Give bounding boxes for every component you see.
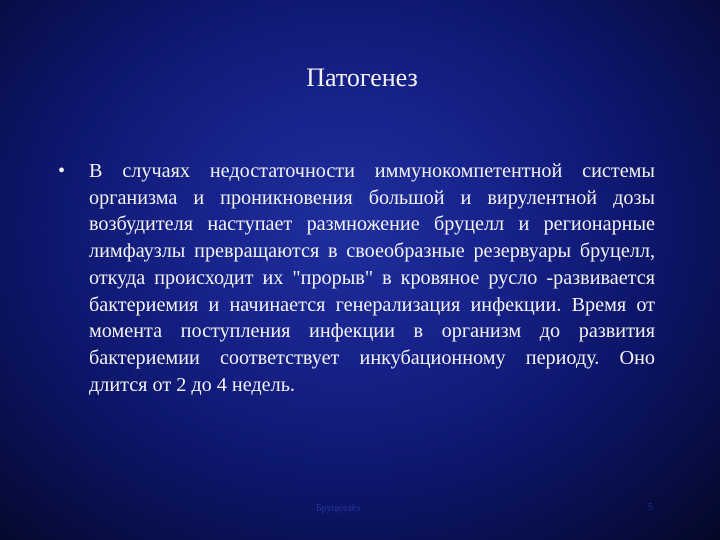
bullet-text: В случаях недостаточности иммунокомпетентной системы организма и проникновения большой и вирулентной дозы возбудителя наступает размножение бруцелл и регионарные лимфаузлы превращаются в своеобразные резервуары бруцелл, откуда происходит их "прорыв" в кровяное русло -развивается бактериемия и начинается генерализация инфекции. Время от момента поступления инфекции в организм до развития бактериемии соответствует инкубационному периоду. Оно длится от 2 до 4 недель. [89,160,655,396]
page-number: 5 [648,502,653,513]
footer-text: Бруцеллёз [316,503,360,514]
slide-title: Патогенез [306,63,418,92]
bullet-item [58,158,655,398]
bullet-icon: • [58,160,66,182]
